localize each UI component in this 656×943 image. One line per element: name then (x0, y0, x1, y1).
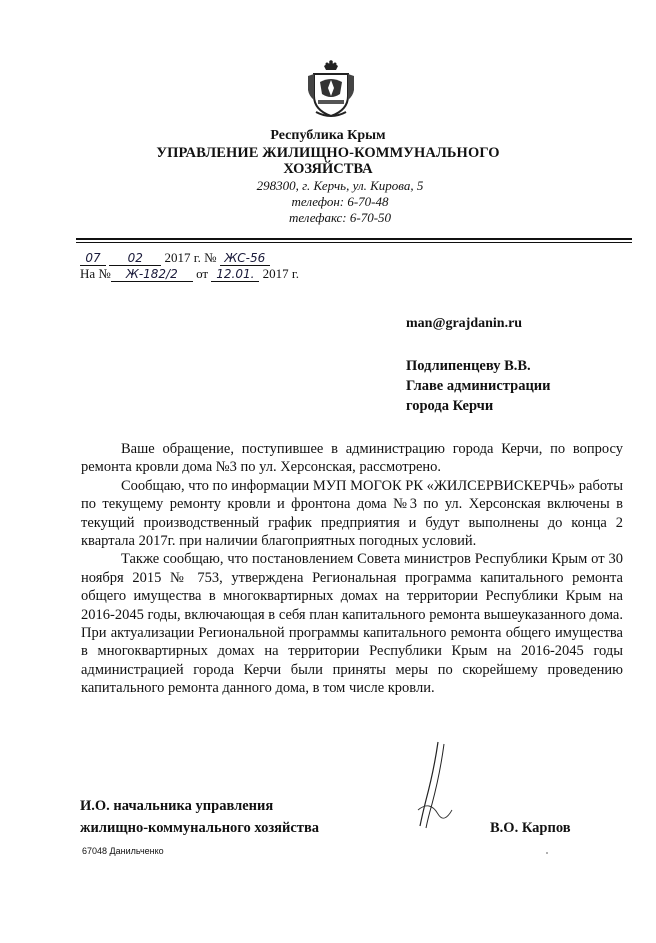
organization-name-line2: ХОЗЯЙСТВА (283, 161, 373, 177)
handwritten-signature-icon (408, 740, 468, 830)
organization-fax: телефакс: 6-70-50 (288, 210, 392, 225)
in-reply-date: 12.01. (211, 268, 259, 282)
organization-name-line1: УПРАВЛЕНИЕ ЖИЛИЩНО-КОММУНАЛЬНОГО (156, 145, 500, 161)
recipient-position: Главе администрации (406, 378, 551, 394)
executor-note: 67048 Данильченко (82, 846, 164, 856)
organization-phone: телефон: 6-70-48 (291, 194, 389, 209)
republic-name: Республика Крым (270, 128, 386, 143)
in-reply-prefix: На № (80, 266, 111, 281)
outgoing-reference (80, 250, 270, 266)
scan-speck (546, 852, 548, 854)
body-paragraph-2: Сообщаю, что по информации МУП МОГОК РК «ЖИЛСЕРВИСКЕРЧЬ» работы по текущему ремонту кровли и фронтона дома №3 по ул. Херсонская включены в текущий производственный график предприятия и будут выполнены до конца 2 квартала 2017г. при наличии благоприятных погодных условий. (81, 477, 623, 550)
letter-body (81, 440, 623, 698)
organization-address: 298300, г. Керчь, ул. Кирова, 5 (256, 178, 424, 193)
header-divider-thin (76, 242, 632, 243)
signatory-title-line1: И.О. начальника управления (80, 798, 274, 814)
recipient-email: man@grajdanin.ru (406, 316, 523, 331)
in-reply-number: Ж-182/2 (111, 268, 193, 282)
body-paragraph-3: Также сообщаю, что постановлением Совета министров Республики Крым от 30 ноября 2015 № 753, утверждена Региональная программа капитального ремонта общего имущества в многоквартирных домах на территории Республики Крым на 2016-2045 годы, включающая в себя план капитального ремонта вышеуказанного дома. При актуализации Региональной программы капитального ремонта общего имущества в многоквартирных домах на территории Республики Крым на 2016-2045 годы администрацией города Керчи были приняты меры по скорейшему проведению капитального ремонта данного дома, в том числе кровли. (81, 551, 623, 697)
in-reply-year: 2017 г. (262, 266, 299, 281)
signatory-name: В.О. Карпов (490, 820, 571, 836)
recipient-city: города Керчи (406, 398, 494, 414)
from-prefix: от (196, 266, 209, 281)
date-month: 02 (109, 252, 161, 266)
date-day: 07 (80, 252, 106, 266)
signatory-title-line2: жилищно-коммунального хозяйства (80, 820, 320, 836)
body-paragraph-1: Ваше обращение, поступившее в администрацию города Керчи, по вопросу ремонта кровли дома №3 по ул. Херсонская, рассмотрено. (81, 441, 623, 476)
header-divider-thick (76, 238, 632, 240)
year-and-number-label: 2017 г. № (164, 250, 217, 265)
outgoing-number: ЖС-56 (220, 252, 270, 266)
incoming-reference (80, 266, 299, 282)
recipient-name: Подлипенцеву В.В. (406, 358, 531, 374)
coat-of-arms-icon (306, 60, 356, 120)
